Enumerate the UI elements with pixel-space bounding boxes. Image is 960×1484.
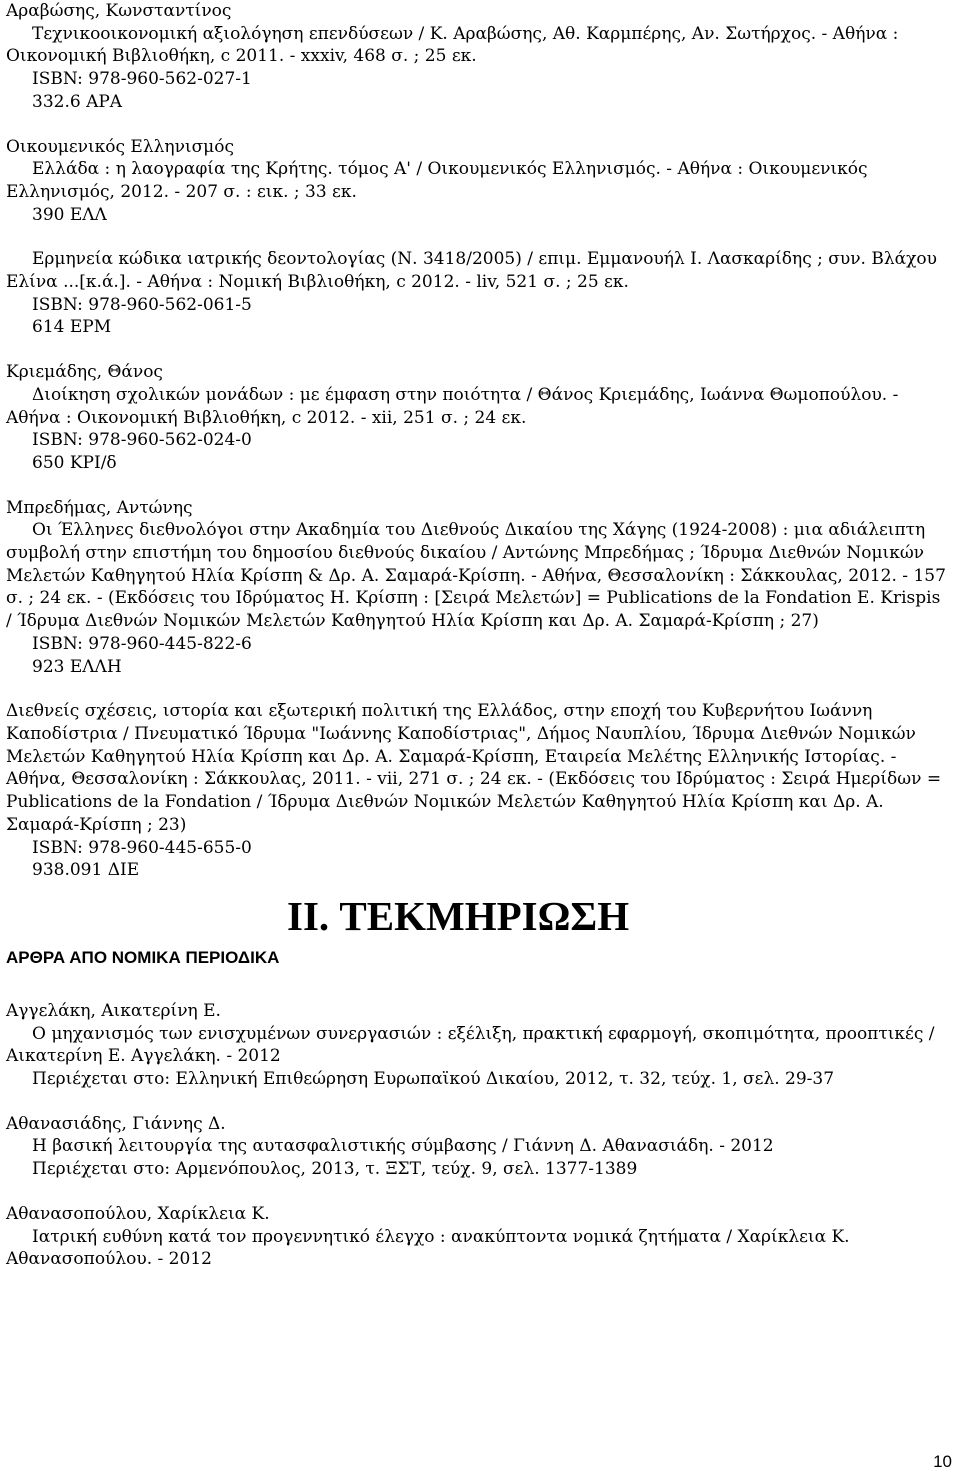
entry-shelfmark: 332.6 ΑΡΑ bbox=[32, 91, 123, 112]
catalog-entry bbox=[6, 361, 950, 475]
entry-description: Διεθνείς σχέσεις, ιστορία και εξωτερική πολιτική της Ελλάδος, στην εποχή του Κυβερνήτου Ιωάννη Καποδίστρια / Πνευματικό Ίδρυμα "Ιωάννης Καποδίστριας", Δήμος Ναυπλίου, Ίδρυμα Διεθνών Νομικών Μελετών Καθηγητού Ηλία Κρίσπη και Δρ. Α. Σαμαρά-Κρίσπη, Εταιρεία Μελέτης Ελληνικής Ιστορίας. - Αθήνα, Θεσσαλονίκη : Σάκκουλας, 2011. - vii, 271 σ. ; 24 εκ. - (Εκδόσεις του Ιδρύματος : Σειρά Ημερίδων = Publications de la Fondation / Ίδρυμα Διεθνών Νομικών Μελετών Καθηγητού Ηλία Κρίσπη και Δρ. Α. Σαμαρά-Κρίσπη ; 23) bbox=[6, 701, 942, 835]
entry-description: Τεχνικοοικονομική αξιολόγηση επενδύσεων / Κ. Αραβώσης, Αθ. Καρμπέρης, Αν. Σωτήρχος. - Αθήνα : Οικονομική Βιβλιοθήκη, c 2011. - xxxiv, 468 σ. ; 25 εκ. bbox=[6, 23, 899, 67]
entry-shelfmark: 923 ΕΛΛΗ bbox=[32, 656, 122, 677]
entry-heading: Οικουμενικός Ελληνισμός bbox=[6, 136, 234, 157]
entry-isbn: ISBN: 978-960-562-061-5 bbox=[32, 294, 252, 315]
article-source: Περιέχεται στο: Αρμενόπουλος, 2013, τ. ΞΣΤ, τεύχ. 9, σελ. 1377-1389 bbox=[32, 1159, 638, 1180]
entry-heading: Αραβώσης, Κωνσταντίνος bbox=[6, 1, 232, 21]
entry-shelfmark: 390 ΕΛΛ bbox=[32, 204, 107, 225]
entry-isbn: ISBN: 978-960-445-655-0 bbox=[32, 837, 252, 858]
document-page bbox=[6, 0, 950, 1271]
entry-description: Ελλάδα : η λαογραφία της Κρήτης. τόμος Α' / Οικουμενικός Ελληνισμός. - Αθήνα : Οικουμενικός Ελληνισμός, 2012. - 207 σ. : εικ. ; 33 εκ. bbox=[6, 159, 868, 202]
section-heading-block bbox=[6, 882, 950, 974]
article-entry bbox=[6, 1203, 950, 1271]
catalog-entry bbox=[6, 0, 950, 114]
article-description: Ο μηχανισμός των ενισχυμένων συνεργασιών : εξέλιξη, πρακτική εφαρμογή, σκοπιμότητα, προοπτικές / Αικατερίνη Ε. Αγγελάκη. - 2012 bbox=[6, 1023, 935, 1067]
entry-description: Ερμηνεία κώδικα ιατρικής δεοντολογίας (Ν. 3418/2005) / επιμ. Εμμανουήλ Ι. Λασκαρίδης ; συν. Βλάχου Ελίνα ...[κ.ά.]. - Αθήνα : Νομική Βιβλιοθήκη, c 2012. - liv, 521 σ. ; 25 εκ. bbox=[6, 249, 937, 293]
page-number: 10 bbox=[933, 1452, 952, 1471]
subsection-title: ΑΡΘΡΑ ΑΠΟ ΝΟΜΙΚΑ ΠΕΡΙΟΔΙΚΑ bbox=[6, 947, 280, 967]
entry-description: Διοίκηση σχολικών μονάδων : με έμφαση στην ποιότητα / Θάνος Κριεμάδης, Ιωάννα Θωμοπούλου. - Αθήνα : Οικονομική Βιβλιοθήκη, c 2012. - xii, 251 σ. ; 24 εκ. bbox=[6, 384, 899, 428]
article-description: Η βασική λειτουργία της αυτασφαλιστικής σύμβασης / Γιάννη Δ. Αθανασιάδη. - 2012 bbox=[32, 1136, 774, 1157]
entry-heading: Μπρεδήμας, Αντώνης bbox=[6, 497, 193, 518]
entry-isbn: ISBN: 978-960-562-027-1 bbox=[32, 69, 252, 90]
catalog-entry bbox=[6, 497, 950, 679]
entry-shelfmark: 614 ΕΡΜ bbox=[32, 317, 112, 338]
entry-heading: Κριεμάδης, Θάνος bbox=[6, 362, 163, 383]
catalog-entry bbox=[6, 136, 950, 227]
catalog-entry bbox=[6, 248, 950, 339]
article-source: Περιέχεται στο: Ελληνική Επιθεώρηση Ευρωπαϊκού Δικαίου, 2012, τ. 32, τεύχ. 1, σελ. 29-37 bbox=[32, 1069, 835, 1090]
article-heading: Αθανασοπούλου, Χαρίκλεια Κ. bbox=[6, 1203, 270, 1224]
section-title: II. ΤΕΚΜΗΡΙΩΣΗ bbox=[287, 892, 630, 939]
entry-isbn: ISBN: 978-960-445-822-6 bbox=[32, 633, 252, 654]
entry-isbn: ISBN: 978-960-562-024-0 bbox=[32, 430, 252, 451]
entry-shelfmark: 650 ΚΡΙ/δ bbox=[32, 452, 117, 473]
article-entry bbox=[6, 1000, 950, 1091]
article-heading: Αγγελάκη, Αικατερίνη Ε. bbox=[6, 1000, 221, 1021]
article-description: Ιατρική ευθύνη κατά τον προγεννητικό έλεγχο : ανακύπτοντα νομικά ζητήματα / Χαρίκλεια Κ. Αθανασοπούλου. - 2012 bbox=[6, 1226, 850, 1270]
entry-description: Οι Έλληνες διεθνολόγοι στην Ακαδημία του Διεθνούς Δικαίου της Χάγης (1924-2008) : μια αδιάλειπτη συμβολή στην επιστήμη του δημοσίου διεθνούς δικαίου / Αντώνης Μπρεδήμας ; Ίδρυμα Διεθνών Νομικών Μελετών Καθηγητού Ηλία Κρίσπη & Δρ. Α. Σαμαρά-Κρίσπη. - Αθήνα, Θεσσαλονίκη : Σάκκουλας, 2012. - 157 σ. ; 24 εκ. - (Εκδόσεις του Ιδρύματος Η. Κρίσπη : [Σειρά Μελετών] = Publications de la Fondation E. Krispis / Ίδρυμα Διεθνών Νομικών Μελετών Καθηγητού Ηλία Κρίσπη και Δρ. Α. Σαμαρά-Κρίσπη ; 27) bbox=[6, 520, 946, 632]
entry-shelfmark: 938.091 ΔΙΕ bbox=[32, 860, 140, 881]
catalog-entry bbox=[6, 700, 950, 882]
article-heading: Αθανασιάδης, Γιάννης Δ. bbox=[6, 1113, 226, 1134]
article-entry bbox=[6, 1113, 950, 1181]
